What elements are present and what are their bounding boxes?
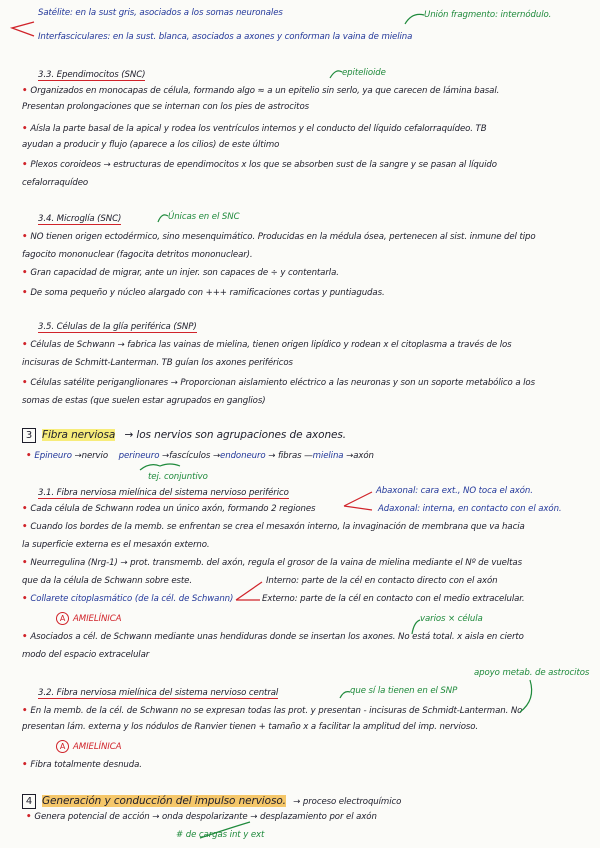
s31-line6: • Collarete citoplasmático (de la cél. de Schwann) <box>22 594 234 604</box>
section-35-title: 3.5. Células de la glía periférica (SNP) <box>38 322 197 332</box>
section-4-title: Generación y conducción del impulso nervioso. <box>42 795 286 807</box>
s33-line2: Presentan prolongaciones que se internan con los pies de astrocitos <box>22 102 309 112</box>
section-32-title: 3.2. Fibra nerviosa mielínica del sistema nervioso central <box>38 688 279 698</box>
s35-line3: • Células satélite periganglionares → Proporcionan aislamiento eléctrico a las neuronas y son un soporte metabólico a los <box>22 378 535 388</box>
cargas-note: # de cargas int y ext <box>176 830 265 840</box>
section-34-title: 3.4. Microglía (SNC) <box>38 214 122 224</box>
amielinica-32: A AMIELÍNICA <box>56 740 121 753</box>
apoyo-note: apoyo metab. de astrocitos <box>474 668 590 678</box>
section-3-desc: → los nervios son agrupaciones de axones. <box>124 429 346 441</box>
fiber-chain: • Epineuro →nervio perineuro →fascículos →endoneuro → fibras —mielina →axón <box>26 451 374 461</box>
section-3-header <box>22 428 346 443</box>
s33-line5: • Plexos coroideos → estructuras de ependimocitos x los que se absorben sust de la sangre y se pasan al líquido <box>22 160 497 170</box>
section-31-title: 3.1. Fibra nerviosa mielínica del sistema nervioso periférico <box>38 488 289 498</box>
s31-line5: que da la célula de Schwann sobre este. <box>22 576 193 586</box>
s31-line2: • Cuando los bordes de la memb. se enfrentan se crea el mesaxón interno, la invaginación de membrana que va hacia <box>22 522 525 532</box>
collarete-interno: Interno: parte de la cél en contacto directo con el axón <box>266 576 498 586</box>
s35-line4: somas de estas (que suelen estar agrupados en ganglios) <box>22 396 266 406</box>
amielinica-31: A AMIELÍNICA <box>56 612 121 625</box>
abaxonal-note-text: Abaxonal: cara ext., NO toca el axón. <box>376 486 533 496</box>
s31-line4: • Neurregulina (Nrg-1) → prot. transmemb. del axón, regula el grosor de la vaina de mielina mediante el Nº de vueltas <box>22 558 522 568</box>
section-32-tag: que sí la tienen en el SNP <box>350 686 458 696</box>
abaxonal-note <box>376 486 533 497</box>
s32-line1: • En la memb. de la cél. de Schwann no se expresan todas las prot. y presentan - incisuras de Schmidt-Lanterman. No <box>22 706 523 716</box>
adaxonal-note-text: Adaxonal: interna, en contacto con el axón. <box>378 504 562 514</box>
s35-line1: • Células de Schwann → fabrica las vainas de mielina, tienen origen lipídico y rodean x el citoplasma a través de los <box>22 340 512 350</box>
section-33-title: 3.3. Ependimocitos (SNC) <box>38 70 146 80</box>
s32-line2: presentan lám. externa y los nódulos de Ranvier tienen + tamaño x a facilitar la amplitud del imp. nervioso. <box>22 722 479 732</box>
section-4-arrow: → proceso electroquímico <box>293 797 402 807</box>
section-3-number: 3 <box>22 428 36 443</box>
s31-line1: • Cada célula de Schwann rodea un único axón, formando 2 regiones <box>22 504 316 514</box>
tej-conjuntivo-note: tej. conjuntivo <box>148 472 208 482</box>
s33-line4: ayudan a producir y flujo (aparece a los cilios) de este último <box>22 140 280 150</box>
top-line-interfasciculares: Interfasciculares: en la sust. blanca, asociados a axones y conforman la vaina de mielina <box>38 32 413 42</box>
s34-line1: • NO tienen origen ectodérmico, sino mesenquimático. Producidas en la médula ósea, pertenecen al sist. inmune del tipo <box>22 232 536 242</box>
top-line-satelite: Satélite: en la sust gris, asociados a los somas neuronales <box>38 8 283 18</box>
s33-line1: • Organizados en monocapas de célula, formando algo ≈ a un epitelio sin serlo, ya que carecen de lámina basal. <box>22 86 500 96</box>
s31-line7: • Asociados a cél. de Schwann mediante unas hendiduras donde se insertan los axones. No está total. x aisla en cierto <box>22 632 524 642</box>
s35-line2: incisuras de Schmitt-Lanterman. TB guían los axones periféricos <box>22 358 293 368</box>
adaxonal-note <box>378 504 562 515</box>
s34-line2: fagocito mononuclear (fagocita detritos mononuclear). <box>22 250 253 260</box>
s34-line3: • Gran capacidad de migrar, ante un injer. son capaces de ÷ y contentarla. <box>22 268 339 278</box>
section-4-header <box>22 794 401 809</box>
s34-line4: • De soma pequeño y núcleo alargado con +++ ramificaciones cortas y puntiagudas. <box>22 288 385 298</box>
collarete-externo: Externo: parte de la cél en contacto con el medio extracelular. <box>262 594 525 604</box>
section-34-tag: Únicas en el SNC <box>168 212 240 222</box>
section-4-number: 4 <box>22 794 36 809</box>
s32-line3: • Fibra totalmente desnuda. <box>22 760 142 770</box>
top-note: Unión fragmento: internódulo. <box>424 10 552 20</box>
varios-note: varios × célula <box>420 614 483 624</box>
section-33-tag: epitelioide <box>342 68 386 78</box>
s33-line3: • Aísla la parte basal de la apical y rodea los ventrículos internos y el conducto del líquido cefalorraquídeo. TB <box>22 124 487 134</box>
s4-line1: • Genera potencial de acción → onda despolarizante → desplazamiento por el axón <box>26 812 377 822</box>
section-3-title: Fibra nerviosa <box>42 429 116 441</box>
s31-line3: la superficie externa es el mesaxón externo. <box>22 540 210 550</box>
s33-line6: cefalorraquídeo <box>22 178 89 188</box>
s31-line8: modo del espacio extracelular <box>22 650 150 660</box>
